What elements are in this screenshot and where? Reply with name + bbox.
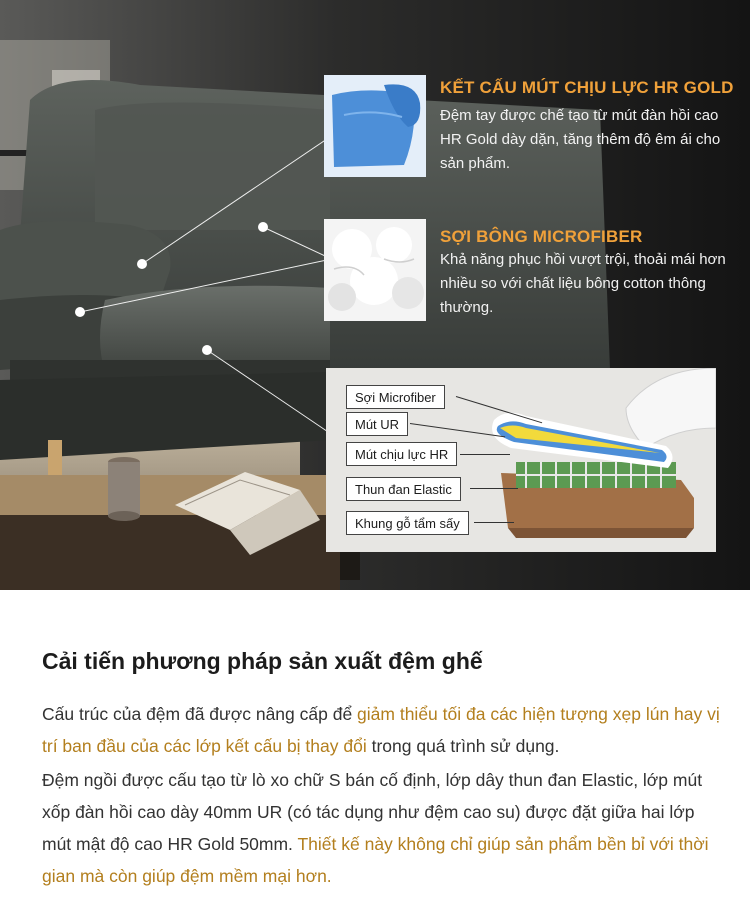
cushion-layer-diagram	[326, 368, 716, 552]
layer-label-frame: Khung gỗ tẩm sấy	[346, 511, 469, 535]
feature-desc-hr-gold: Đệm tay được chế tạo từ mút đàn hồi cao HR Gold dày dặn, tăng thêm độ êm ái cho sản phẩm.	[440, 107, 721, 172]
feature-title-microfiber: SỢI BÔNG MICROFIBER	[440, 227, 643, 246]
paragraph-composition	[42, 764, 722, 892]
leader-frame	[474, 522, 514, 523]
layer-label-hr: Mút chịu lực HR	[346, 442, 457, 466]
paragraph-structure-text: Cấu trúc của đệm đã được nâng cấp để	[42, 704, 358, 724]
hotspot-back-dot[interactable]	[258, 222, 268, 232]
hotspot-arm-front-dot[interactable]	[75, 307, 85, 317]
hotspot-armrest-dot[interactable]	[137, 259, 147, 269]
leader-elastic	[470, 488, 518, 489]
section-title: Cải tiến phương pháp sản xuất đệm ghế	[42, 648, 483, 674]
leader-hr	[460, 454, 510, 455]
paragraph-composition-highlight: Thiết kế này không chỉ giúp sản phẩm bền bỉ với thời gian mà còn giúp đệm mềm mại hơn.	[42, 834, 709, 886]
paragraph-structure-tail: trong quá trình sử dụng.	[366, 736, 560, 756]
feature-title-hr-gold: KẾT CẤU MÚT CHỊU LỰC HR GOLD	[440, 78, 734, 97]
paragraph-composition-text: Đệm ngồi được cấu tạo từ lò xo chữ S bán cố định, lớp dây thun đan Elastic, lớp mút xốp đàn hồi cao dày 40mm UR (có tác dụng như đệm cao su) được đặt giữa hai lớp mút mật độ cao HR Gold 50mm.	[42, 770, 703, 854]
feature-desc-microfiber: Khả năng phục hồi vượt trội, thoải mái hơn nhiều so với chất liệu bông cotton thông thường.	[440, 251, 726, 316]
blue-foam-icon	[324, 75, 426, 177]
microfiber-icon	[324, 219, 426, 321]
layer-label-ur: Mút UR	[346, 412, 408, 436]
hotspot-seat-dot[interactable]	[202, 345, 212, 355]
paragraph-structure	[42, 698, 722, 762]
paragraph-structure-highlight: giảm thiểu tối đa các hiện tượng xẹp lún hay vị trí ban đầu của các lớp kết cấu bị thay đổi	[42, 704, 720, 756]
layer-label-microfiber: Sợi Microfiber	[346, 385, 445, 409]
layer-label-elastic: Thun đan Elastic	[346, 477, 461, 501]
